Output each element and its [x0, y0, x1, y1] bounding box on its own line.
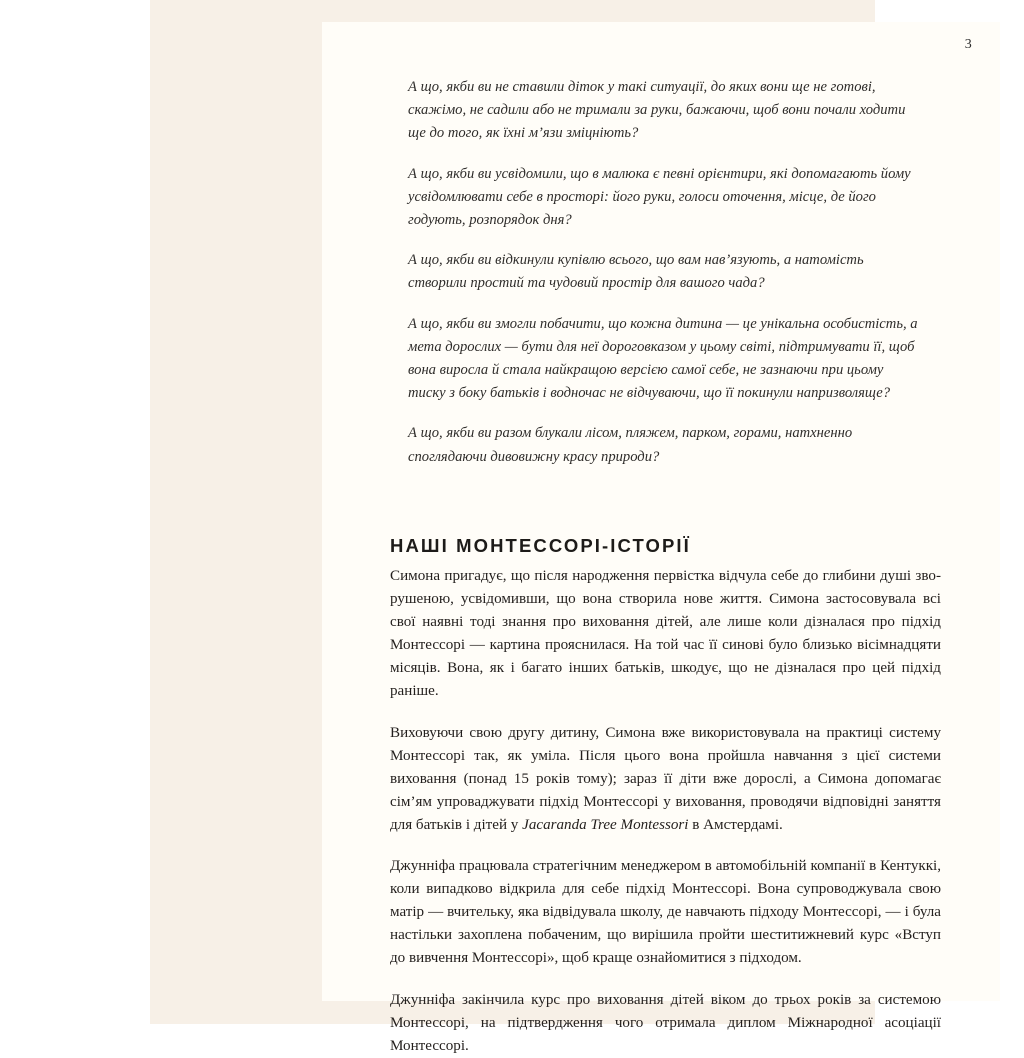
intro-italic-block — [408, 76, 918, 469]
book-page — [322, 22, 1000, 1054]
body-paragraph-text: Виховуючи свою другу дитину, Симона вже використовувала на практиці систему Монтессорі так, як уміла. Після цього вона пройшла навчання з цієї системи виховання (понад 15 років тому); зараз її діти вже дорослі, а Симона допомагає сім’ям упроваджувати підхід Монтессорі у виховання, проводячи відповідні заняття для батьків і дітей у — [390, 724, 941, 833]
intro-paragraph: А що, якби ви разом блукали лісом, пляжем, парком, горами, натхненно споглядаючи дивовижну красу природи? — [408, 425, 853, 465]
page-sheet-band — [150, 0, 972, 1054]
school-name-italic: Jacaranda Tree Montessori — [522, 816, 689, 833]
body-paragraph: Симона пригадує, що після народження первістка відчула себе до глибини душі зворушеною, усвідомивши, що вона створила нове життя. Симона застосовувала всі свої наявні тоді знання про виховання дітей, але лише коли дізналася про підхід Монтессорі — картина прояснилася. На той час її синові було близько вісімнадцяти місяців. Вона, як і багато інших батьків, шкодує, що не дізналася про цей підхід раніше. — [390, 568, 941, 700]
body-paragraph — [390, 722, 941, 837]
intro-paragraph: А що, якби ви усвідомили, що в малюка є певні орієнтири, які допомагають йому усвідомлювати себе в просторі: його руки, голоси оточення, місце, де його годують, розпорядок дня? — [408, 165, 911, 229]
intro-paragraph: А що, якби ви змогли побачити, що кожна дитина — це унікальна особистість, а мета дорослих — бути для неї дороговказом у цьому світі, підтримувати її, щоб вона виросла й стала найкращою версією самої себе, не зазнаючи при цьому тиску з боку батьків і водночас не відчуваючи, що її покинули напризволяще? — [408, 315, 918, 402]
section-heading: НАШІ МОНТЕССОРІ-ІСТОРІЇ — [390, 535, 691, 557]
body-paragraph-text: в Амстердамі. — [688, 816, 783, 833]
body-paragraph: Джунніфа закінчила курс про виховання дітей віком до трьох років за системою Монтессорі, на підтвердження чого отримала диплом Міжнародної асоціації Монтессорі. — [390, 991, 941, 1054]
page-number: 3 — [964, 37, 972, 52]
body-text-block — [390, 565, 941, 1058]
intro-paragraph: А що, якби ви відкинули купівлю всього, що вам нав’язують, а натомість створили простий та чудовий простір для вашого чада? — [408, 252, 864, 292]
intro-paragraph: А що, якби ви не ставили діток у такі ситуації, до яких вони ще не готові, скажімо, не садили або не тримали за руки, бажаючи, щоб вони почали ходити ще до того, як їхні м’язи зміцніють? — [408, 79, 906, 142]
body-paragraph: Джунніфа працювала стратегічним менеджером в автомобільній компанії в Кентуккі, коли випадково відкрила для себе підхід Монтессорі. Вона супроводжувала свою матір — вчительку, яка відвідувала школу, де навчають підходу Монтессорі, — і була настільки захоплена побаченим, що вирішила пройти шеститижневий курс «Вступ до вивчення Монтессорі», щоб краще ознайомитися з підходом. — [390, 858, 941, 967]
